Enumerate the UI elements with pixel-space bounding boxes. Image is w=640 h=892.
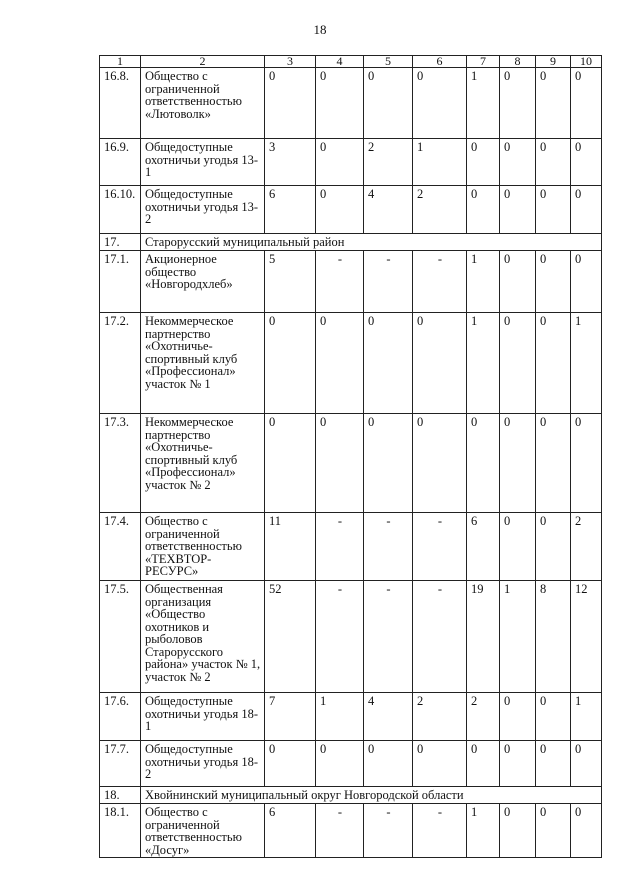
- value-cell: 0: [265, 414, 316, 513]
- value-cell: 2: [413, 693, 467, 741]
- value-cell: 0: [571, 414, 602, 513]
- value-cell: 6: [265, 804, 316, 858]
- value-cell: 0: [316, 414, 364, 513]
- value-cell: -: [364, 804, 413, 858]
- organization-name: Общедоступные охотничьи угодья 18-1: [141, 693, 265, 741]
- value-cell: 3: [265, 139, 316, 186]
- value-cell: 0: [571, 741, 602, 787]
- table-row: [100, 68, 602, 139]
- value-cell: -: [413, 251, 467, 313]
- value-cell: 1: [571, 693, 602, 741]
- value-cell: 5: [265, 251, 316, 313]
- value-cell: 0: [500, 251, 536, 313]
- value-cell: -: [316, 513, 364, 581]
- table-row: [100, 741, 602, 787]
- value-cell: -: [364, 251, 413, 313]
- table-row: [100, 313, 602, 414]
- value-cell: -: [413, 804, 467, 858]
- value-cell: 0: [500, 804, 536, 858]
- value-cell: 0: [571, 251, 602, 313]
- value-cell: 7: [265, 693, 316, 741]
- organization-name: Общественная организация «Общество охотников и рыболовов Старорусского района» участок № 1, участок № 2: [141, 581, 265, 693]
- value-cell: 11: [265, 513, 316, 581]
- section-number: 18.: [100, 787, 141, 804]
- table-row: [100, 414, 602, 513]
- value-cell: 0: [413, 313, 467, 414]
- header-cell: 8: [500, 56, 536, 68]
- value-cell: 1: [413, 139, 467, 186]
- value-cell: 0: [571, 804, 602, 858]
- value-cell: 1: [571, 313, 602, 414]
- value-cell: 2: [413, 186, 467, 234]
- value-cell: -: [316, 251, 364, 313]
- value-cell: 1: [467, 804, 500, 858]
- value-cell: 0: [536, 741, 571, 787]
- header-cell: 9: [536, 56, 571, 68]
- section-number: 17.: [100, 234, 141, 251]
- row-number: 17.5.: [100, 581, 141, 693]
- table-row: [100, 581, 602, 693]
- section-title: Хвойнинский муниципальный округ Новгородской области: [141, 787, 602, 804]
- value-cell: 0: [265, 68, 316, 139]
- value-cell: 4: [364, 693, 413, 741]
- row-number: 17.4.: [100, 513, 141, 581]
- row-number: 17.3.: [100, 414, 141, 513]
- value-cell: 1: [467, 68, 500, 139]
- value-cell: 12: [571, 581, 602, 693]
- value-cell: 0: [536, 693, 571, 741]
- value-cell: 1: [500, 581, 536, 693]
- value-cell: 0: [413, 741, 467, 787]
- row-number: 16.9.: [100, 139, 141, 186]
- value-cell: 0: [316, 186, 364, 234]
- value-cell: 0: [536, 139, 571, 186]
- value-cell: -: [316, 581, 364, 693]
- header-cell: 7: [467, 56, 500, 68]
- value-cell: 0: [536, 251, 571, 313]
- value-cell: 0: [467, 139, 500, 186]
- value-cell: -: [413, 581, 467, 693]
- organization-name: Общество с ограниченной ответственностью «Лютоволк»: [141, 68, 265, 139]
- table-row: [100, 804, 602, 858]
- organization-name: Некоммерческое партнерство «Охотничье-спортивный клуб «Профессионал» участок № 1: [141, 313, 265, 414]
- organization-name: Акционерное общество «Новгородхлеб»: [141, 251, 265, 313]
- table-row: [100, 186, 602, 234]
- value-cell: -: [316, 804, 364, 858]
- table-row: [100, 513, 602, 581]
- value-cell: 0: [364, 414, 413, 513]
- table-row: [100, 251, 602, 313]
- value-cell: 0: [536, 513, 571, 581]
- section-title: Старорусский муниципальный район: [141, 234, 602, 251]
- value-cell: 0: [364, 741, 413, 787]
- value-cell: 8: [536, 581, 571, 693]
- value-cell: 0: [571, 139, 602, 186]
- value-cell: -: [413, 513, 467, 581]
- table-row: [100, 139, 602, 186]
- header-cell: 4: [316, 56, 364, 68]
- value-cell: 0: [413, 414, 467, 513]
- header-cell: 5: [364, 56, 413, 68]
- value-cell: 1: [467, 251, 500, 313]
- value-cell: 1: [467, 313, 500, 414]
- header-cell: 2: [141, 56, 265, 68]
- value-cell: 0: [316, 139, 364, 186]
- header-cell: 3: [265, 56, 316, 68]
- value-cell: 0: [571, 186, 602, 234]
- value-cell: 2: [364, 139, 413, 186]
- hunting-grounds-table: [99, 55, 602, 858]
- value-cell: 0: [536, 186, 571, 234]
- value-cell: 6: [265, 186, 316, 234]
- value-cell: 0: [536, 313, 571, 414]
- value-cell: 0: [316, 313, 364, 414]
- value-cell: 19: [467, 581, 500, 693]
- value-cell: 1: [316, 693, 364, 741]
- section-row: [100, 787, 602, 804]
- value-cell: 0: [316, 68, 364, 139]
- value-cell: 52: [265, 581, 316, 693]
- section-row: [100, 234, 602, 251]
- value-cell: 0: [500, 186, 536, 234]
- row-number: 17.6.: [100, 693, 141, 741]
- value-cell: 0: [500, 414, 536, 513]
- organization-name: Общедоступные охотничьи угодья 13-1: [141, 139, 265, 186]
- value-cell: 0: [571, 68, 602, 139]
- value-cell: 0: [467, 414, 500, 513]
- row-number: 16.10.: [100, 186, 141, 234]
- value-cell: -: [364, 581, 413, 693]
- organization-name: Общедоступные охотничьи угодья 18-2: [141, 741, 265, 787]
- row-number: 16.8.: [100, 68, 141, 139]
- value-cell: 6: [467, 513, 500, 581]
- value-cell: 0: [500, 693, 536, 741]
- value-cell: 0: [364, 313, 413, 414]
- organization-name: Общедоступные охотничьи угодья 13-2: [141, 186, 265, 234]
- table-body: [100, 56, 602, 858]
- value-cell: 4: [364, 186, 413, 234]
- row-number: 17.1.: [100, 251, 141, 313]
- value-cell: 0: [536, 68, 571, 139]
- row-number: 18.1.: [100, 804, 141, 858]
- value-cell: 0: [265, 313, 316, 414]
- organization-name: Общество с ограниченной ответственностью «Досуг»: [141, 804, 265, 858]
- header-cell: 1: [100, 56, 141, 68]
- row-number: 17.2.: [100, 313, 141, 414]
- organization-name: Некоммерческое партнерство «Охотничье-спортивный клуб «Профессионал» участок № 2: [141, 414, 265, 513]
- value-cell: 0: [413, 68, 467, 139]
- header-cell: 6: [413, 56, 467, 68]
- organization-name: Общество с ограниченной ответственностью «ТЕХВТОР-РЕСУРС»: [141, 513, 265, 581]
- page-number: 18: [313, 22, 327, 37]
- value-cell: 0: [536, 804, 571, 858]
- value-cell: 0: [500, 313, 536, 414]
- table-row: [100, 693, 602, 741]
- row-number: 17.7.: [100, 741, 141, 787]
- value-cell: 0: [467, 186, 500, 234]
- value-cell: 0: [316, 741, 364, 787]
- value-cell: 0: [500, 513, 536, 581]
- header-row: [100, 56, 602, 68]
- header-cell: 10: [571, 56, 602, 68]
- value-cell: 2: [571, 513, 602, 581]
- value-cell: 0: [500, 68, 536, 139]
- value-cell: 2: [467, 693, 500, 741]
- value-cell: 0: [536, 414, 571, 513]
- value-cell: 0: [265, 741, 316, 787]
- value-cell: 0: [500, 741, 536, 787]
- value-cell: 0: [467, 741, 500, 787]
- value-cell: 0: [500, 139, 536, 186]
- value-cell: -: [364, 513, 413, 581]
- value-cell: 0: [364, 68, 413, 139]
